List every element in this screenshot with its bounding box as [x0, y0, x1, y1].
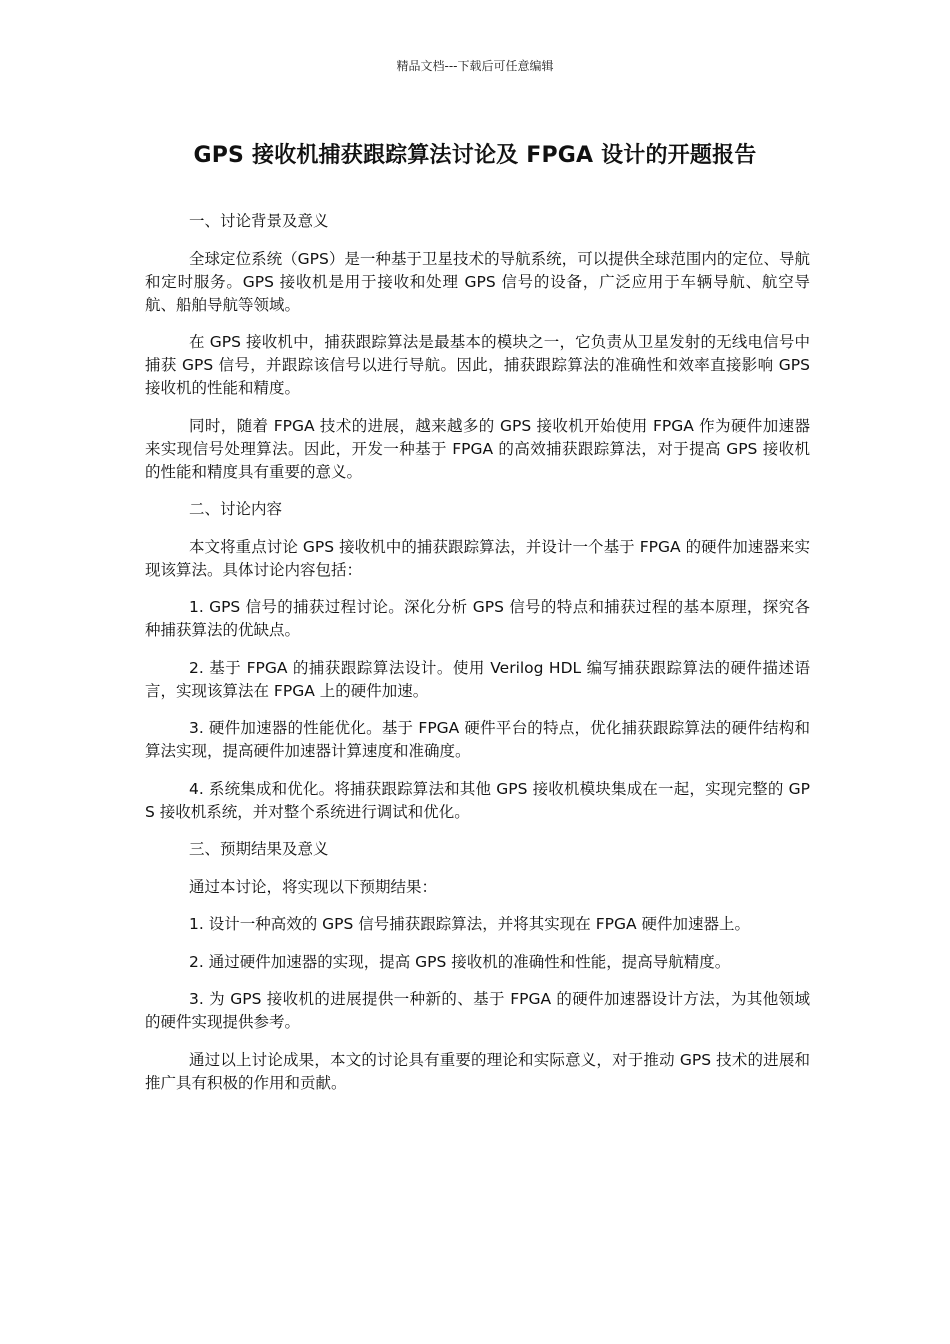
document-title: GPS 接收机捕获跟踪算法讨论及 FPGA 设计的开题报告: [193, 143, 757, 168]
section-heading-background: 一、讨论背景及意义: [189, 212, 329, 230]
list-item: 3. 硬件加速器的性能优化。基于 FPGA 硬件平台的特点，优化捕获跟踪算法的硬件结构和算法实现，提高硬件加速器计算速度和准确度。: [145, 719, 810, 760]
list-item: 1. 设计一种高效的 GPS 信号捕获跟踪算法，并将其实现在 FPGA 硬件加速器上。: [189, 915, 750, 933]
paragraph: 在 GPS 接收机中，捕获跟踪算法是最基本的模块之一，它负责从卫星发射的无线电信号中捕获 GPS 信号，并跟踪该信号以进行导航。因此，捕获跟踪算法的准确性和效率直接影响 GPS 接收机的性能和精度。: [145, 333, 810, 397]
section-heading-results: 三、预期结果及意义: [189, 840, 329, 858]
list-item: 1. GPS 信号的捕获过程讨论。深化分析 GPS 信号的特点和捕获过程的基本原理，探究各种捕获算法的优缺点。: [145, 598, 810, 639]
paragraph: 全球定位系统（GPS）是一种基于卫星技术的导航系统，可以提供全球范围内的定位、导航和定时服务。GPS 接收机是用于接收和处理 GPS 信号的设备，广泛应用于车辆导航、航空导航、船舶导航等领域。: [145, 249, 810, 314]
paragraph: 通过本讨论，将实现以下预期结果：: [189, 877, 438, 896]
header-note: 精品文档---下载后可任意编辑: [396, 59, 554, 73]
list-item: 4. 系统集成和优化。将捕获跟踪算法和其他 GPS 接收机模块集成在一起，实现完整的 GPS 接收机系统，并对整个系统进行调试和优化。: [145, 779, 810, 821]
paragraph: 通过以上讨论成果，本文的讨论具有重要的理论和实际意义，对于推动 GPS 技术的进展和推广具有积极的作用和贡献。: [145, 1050, 810, 1092]
list-item: 2. 基于 FPGA 的捕获跟踪算法设计。使用 Verilog HDL 编写捕获跟踪算法的硬件描述语言，实现该算法在 FPGA 上的硬件加速。: [145, 658, 810, 700]
document-body: [145, 210, 810, 1109]
list-item: 3. 为 GPS 接收机的进展提供一种新的、基于 FPGA 的硬件加速器设计方法，为其他领域的硬件实现提供参考。: [145, 990, 810, 1031]
list-item: 2. 通过硬件加速器的实现，提高 GPS 接收机的准确性和性能，提高导航精度。: [189, 952, 731, 971]
paragraph: 同时，随着 FPGA 技术的进展，越来越多的 GPS 接收机开始使用 FPGA 作为硬件加速器来实现信号处理算法。因此，开发一种基于 FPGA 的高效捕获跟踪算法，对于提高 GPS 接收机的性能和精度具有重要的意义。: [145, 416, 810, 481]
paragraph: 本文将重点讨论 GPS 接收机中的捕获跟踪算法，并设计一个基于 FPGA 的硬件加速器来实现该算法。具体讨论内容包括：: [145, 537, 810, 579]
section-heading-content: 二、讨论内容: [189, 500, 283, 518]
